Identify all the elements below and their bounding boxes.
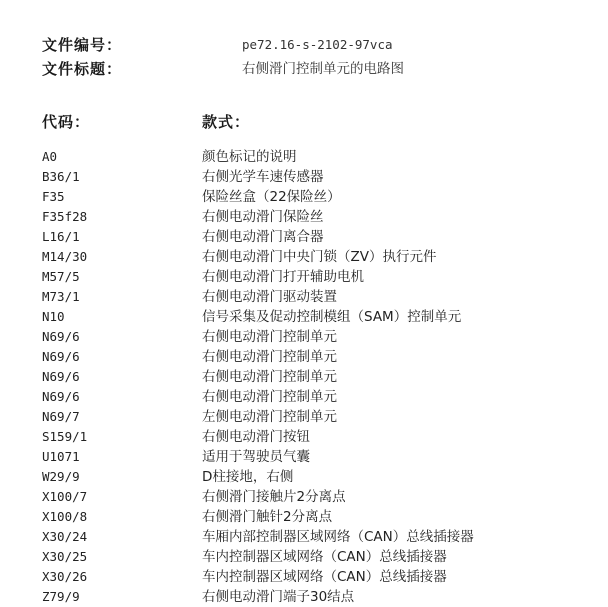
component-description: 右侧电动滑门按钮	[202, 429, 310, 445]
component-description: 右侧电动滑门端子30结点	[202, 589, 355, 605]
code-column-header: 代码：	[42, 113, 91, 131]
component-description: 右侧电动滑门保险丝	[202, 209, 324, 225]
list-item	[0, 307, 608, 327]
list-item	[0, 587, 608, 607]
file-number-value: pe72.16-s-2102-97vca	[242, 37, 393, 52]
component-list	[0, 147, 608, 607]
component-description: 适用于驾驶员气囊	[202, 449, 310, 465]
component-code: U1071	[42, 449, 80, 464]
component-code: A0	[42, 149, 58, 164]
component-code: N10	[42, 309, 65, 324]
component-description: 右侧电动滑门驱动装置	[202, 289, 337, 305]
component-code: X100/8	[42, 509, 88, 524]
list-item	[0, 327, 608, 347]
component-code: X30/24	[42, 529, 88, 544]
component-code: N69/6	[42, 369, 80, 384]
list-item	[0, 187, 608, 207]
file-number-label: 文件编号：	[42, 36, 123, 54]
component-code: W29/9	[42, 469, 80, 484]
component-description: 右侧电动滑门离合器	[202, 229, 324, 245]
component-code: L16/1	[42, 229, 80, 244]
component-code: M57/5	[42, 269, 80, 284]
component-description: 信号采集及促动控制模组（SAM）控制单元	[202, 309, 462, 325]
list-item	[0, 527, 608, 547]
list-item	[0, 407, 608, 427]
component-description: 右侧电动滑门打开辅助电机	[202, 269, 364, 285]
component-code: N69/6	[42, 329, 80, 344]
list-item	[0, 387, 608, 407]
component-description: 左侧电动滑门控制单元	[202, 409, 337, 425]
component-code: M14/30	[42, 249, 88, 264]
component-description: 车厢内部控制器区域网络（CAN）总线插接器	[202, 529, 474, 545]
list-item	[0, 427, 608, 447]
component-description: 右侧电动滑门控制单元	[202, 329, 337, 345]
component-code: F35	[42, 189, 65, 204]
component-description: 车内控制器区域网络（CAN）总线插接器	[202, 569, 447, 585]
list-item	[0, 367, 608, 387]
component-code: X30/26	[42, 569, 88, 584]
style-column-header: 款式：	[202, 113, 251, 131]
component-description: 右侧电动滑门控制单元	[202, 349, 337, 365]
component-code: M73/1	[42, 289, 80, 304]
component-description: 保险丝盒（22保险丝）	[202, 189, 341, 205]
component-description: 右侧电动滑门控制单元	[202, 389, 337, 405]
component-code: N69/6	[42, 349, 80, 364]
component-description: 右侧滑门接触片2分离点	[202, 489, 346, 505]
component-code: B36/1	[42, 169, 80, 184]
file-title-label: 文件标题：	[42, 60, 123, 78]
component-code: N69/6	[42, 389, 80, 404]
list-item	[0, 487, 608, 507]
component-code: X100/7	[42, 489, 88, 504]
list-item	[0, 207, 608, 227]
list-item	[0, 267, 608, 287]
component-code: F35f28	[42, 209, 88, 224]
component-description: D柱接地，右侧	[202, 469, 294, 485]
component-description: 车内控制器区域网络（CAN）总线插接器	[202, 549, 447, 565]
file-title-value: 右侧滑门控制单元的电路图	[242, 61, 404, 77]
list-item	[0, 547, 608, 567]
list-item	[0, 567, 608, 587]
list-item	[0, 287, 608, 307]
component-code: Z79/9	[42, 589, 80, 604]
component-description: 右侧电动滑门中央门锁（ZV）执行元件	[202, 249, 437, 265]
list-item	[0, 467, 608, 487]
list-item	[0, 227, 608, 247]
component-description: 右侧电动滑门控制单元	[202, 369, 337, 385]
list-item	[0, 447, 608, 467]
component-code: X30/25	[42, 549, 88, 564]
component-description: 右侧光学车速传感器	[202, 169, 324, 185]
list-item	[0, 247, 608, 267]
component-description: 颜色标记的说明	[202, 149, 297, 165]
component-code: S159/1	[42, 429, 88, 444]
list-item	[0, 347, 608, 367]
list-item	[0, 167, 608, 187]
component-description: 右侧滑门触针2分离点	[202, 509, 333, 525]
component-code: N69/7	[42, 409, 80, 424]
list-item	[0, 147, 608, 167]
list-item	[0, 507, 608, 527]
